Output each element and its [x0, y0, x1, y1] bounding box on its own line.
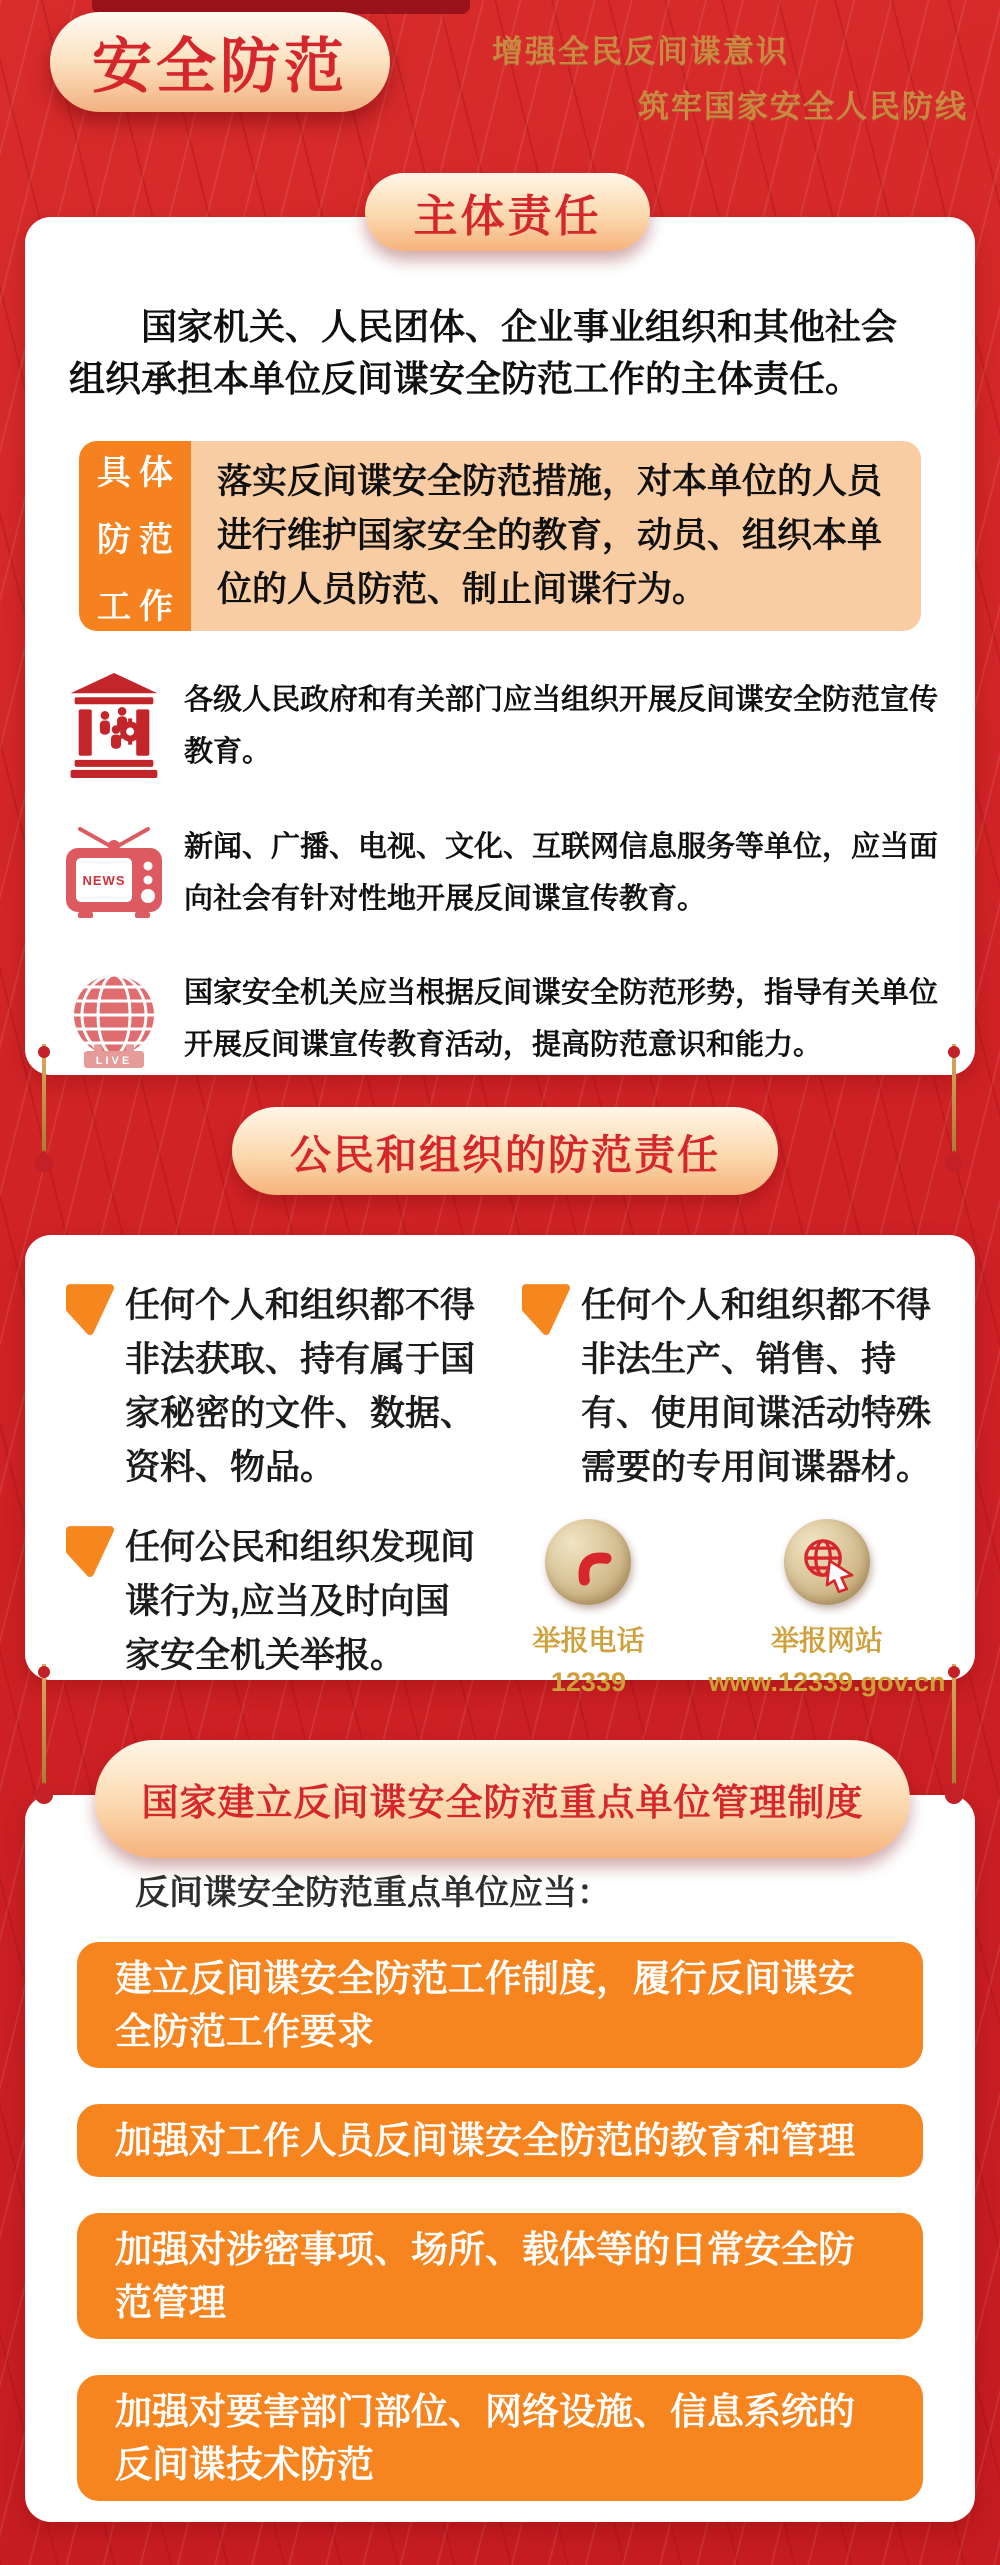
list-item [65, 1279, 505, 1495]
section2-badge [232, 1107, 778, 1195]
phone-icon [545, 1519, 631, 1605]
hanging-pin-decoration [42, 1044, 46, 1156]
report-phone [532, 1519, 644, 1698]
specific-prevention-work-label [79, 441, 191, 631]
page-title-badge [50, 12, 390, 112]
orange-flag-marker-icon [65, 1283, 115, 1339]
report-website-label: 举报网站 [770, 1625, 883, 1656]
section2-badge-label: 公民和组织的防范责任 [290, 1131, 720, 1178]
list-item [61, 673, 939, 779]
requirement-item: 加强对工作人员反间谍安全防范的教育和管理 [77, 2104, 923, 2177]
header-slogan [492, 26, 968, 126]
report-phone-label: 举报电话 [532, 1625, 645, 1656]
list-item [61, 821, 939, 925]
specific-prevention-work-block [79, 441, 921, 631]
list-item-text: 任何公民和组织发现间谍行为,应当及时向国家安全机关举报。 [125, 1528, 476, 1675]
globe-band-label: LIVE [95, 1055, 132, 1067]
hanging-pin-decoration [42, 1664, 46, 1788]
orange-flag-marker-icon [521, 1283, 571, 1339]
hanging-pin-decoration [952, 1044, 956, 1156]
orange-flag-marker-icon [65, 1525, 115, 1581]
page-title: 安全防范 [92, 33, 348, 100]
report-channels [529, 1519, 949, 1698]
list-item [61, 967, 939, 1071]
card-key-units [25, 1795, 975, 2522]
work-label-line2: 防范 [97, 520, 181, 559]
hanging-pin-decoration [952, 1664, 956, 1788]
tv-news-icon [61, 826, 166, 920]
section1-intro: 国家机关、人民团体、企业事业组织和其他社会组织承担本单位反间谍安全防范工作的主体责任。 [69, 306, 898, 399]
work-label-line3: 工作 [97, 587, 181, 626]
card-main-responsibility [25, 217, 975, 1075]
list-item [521, 1279, 949, 1495]
list-item-text: 各级人民政府和有关部门应当组织开展反间谍安全防范宣传教育。 [184, 684, 939, 768]
work-label-line1: 具体 [97, 453, 181, 492]
requirement-item: 建立反间谍安全防范工作制度，履行反间谍安全防范工作要求 [77, 1942, 923, 2068]
globe-cursor-icon [784, 1519, 870, 1605]
government-building-icon [61, 673, 166, 779]
section3-lead: 反间谍安全防范重点单位应当： [135, 1874, 611, 1912]
slogan-line1: 增强全民反间谍意识 [492, 34, 789, 69]
section3-banner [95, 1740, 910, 1858]
report-phone-number: 12339 [550, 1667, 626, 1697]
list-item-text: 国家安全机关应当根据反间谍安全防范形势，指导有关单位开展反间谍宣传教育活动，提高防范意识和能力。 [184, 977, 939, 1061]
globe-live-icon [61, 969, 166, 1069]
report-website-url: www.12339.gov.cn [708, 1667, 946, 1697]
requirement-item: 加强对涉密事项、场所、载体等的日常安全防范管理 [77, 2213, 923, 2339]
specific-prevention-work-text: 落实反间谍安全防范措施，对本单位的人员进行维护国家安全的教育，动员、组织本单位的人员防范、制止间谍行为。 [191, 441, 921, 631]
report-website [708, 1519, 945, 1698]
section3-banner-label: 国家建立反间谍安全防范重点单位管理制度 [141, 1782, 864, 1823]
slogan-line2: 筑牢国家安全人民防线 [638, 89, 968, 124]
list-item-text: 任何个人和组织都不得非法生产、销售、持有、使用间谍活动特殊需要的专用间谍器材。 [581, 1286, 932, 1487]
section1-badge [365, 173, 650, 251]
requirement-item: 加强对要害部门部位、网络设施、信息系统的反间谍技术防范 [77, 2375, 923, 2501]
card-citizen-responsibility [25, 1235, 975, 1697]
list-item [65, 1521, 505, 1683]
list-item-text: 任何个人和组织都不得非法获取、持有属于国家秘密的文件、数据、资料、物品。 [125, 1286, 476, 1487]
tv-screen-label: NEWS [82, 873, 125, 888]
list-item-text: 新闻、广播、电视、文化、互联网信息服务等单位，应当面向社会有针对性地开展反间谍宣传教育。 [184, 831, 939, 915]
section1-badge-label: 主体责任 [413, 192, 602, 241]
